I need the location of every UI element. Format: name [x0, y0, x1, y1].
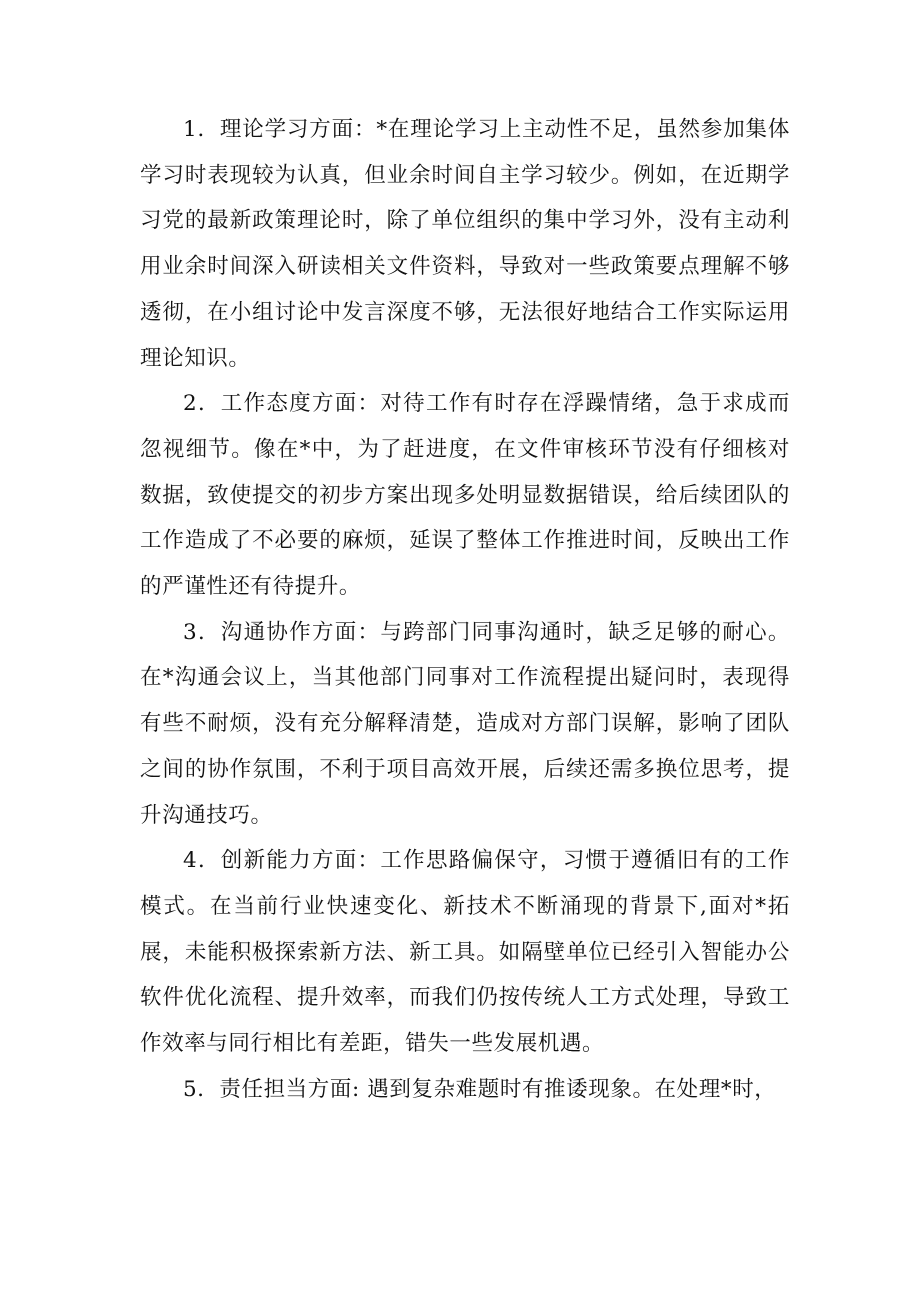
paragraph-theory-study: 1．理论学习方面：*在理论学习上主动性不足，虽然参加集体学习时表现较为认真，但业余时间自主学习较少。例如，在近期学习党的最新政策理论时，除了单位组织的集中学习外，没有主动利用业余时间深入研读相关文件资料，导致对一些政策要点理解不够透彻，在小组讨论中发言深度不够，无法很好地结合工作实际运用理论知识。 — [140, 117, 790, 371]
document-body — [140, 107, 790, 1112]
paragraph-innovation: 4．创新能力方面：工作思路偏保守，习惯于遵循旧有的工作模式。在当前行业快速变化、新技术不断涌现的背景下,面对*拓展，未能积极探索新方法、新工具。如隔壁单位已经引入智能办公软件优化流程、提升效率，而我们仍按传统人工方式处理，导致工作效率与同行相比有差距，错失一些发展机遇。 — [140, 848, 790, 1057]
paragraph-communication: 3．沟通协作方面：与跨部门同事沟通时，缺乏足够的耐心。在*沟通会议上，当其他部门同事对工作流程提出疑问时，表现得有些不耐烦，没有充分解释清楚，造成对方部门误解，影响了团队之间的协作氛围，不利于项目高效开展，后续还需多换位思考，提升沟通技巧。 — [140, 619, 790, 828]
paragraph-responsibility: 5．责任担当方面: 遇到复杂难题时有推诿现象。在处理*时， — [183, 1076, 777, 1102]
paragraph-work-attitude: 2．工作态度方面：对待工作有时存在浮躁情绪，急于求成而忽视细节。像在*中，为了赶进度，在文件审核环节没有仔细核对数据，致使提交的初步方案出现多处明显数据错误，给后续团队的工作造成了不必要的麻烦，延误了整体工作推进时间，反映出工作的严谨性还有待提升。 — [140, 391, 790, 600]
